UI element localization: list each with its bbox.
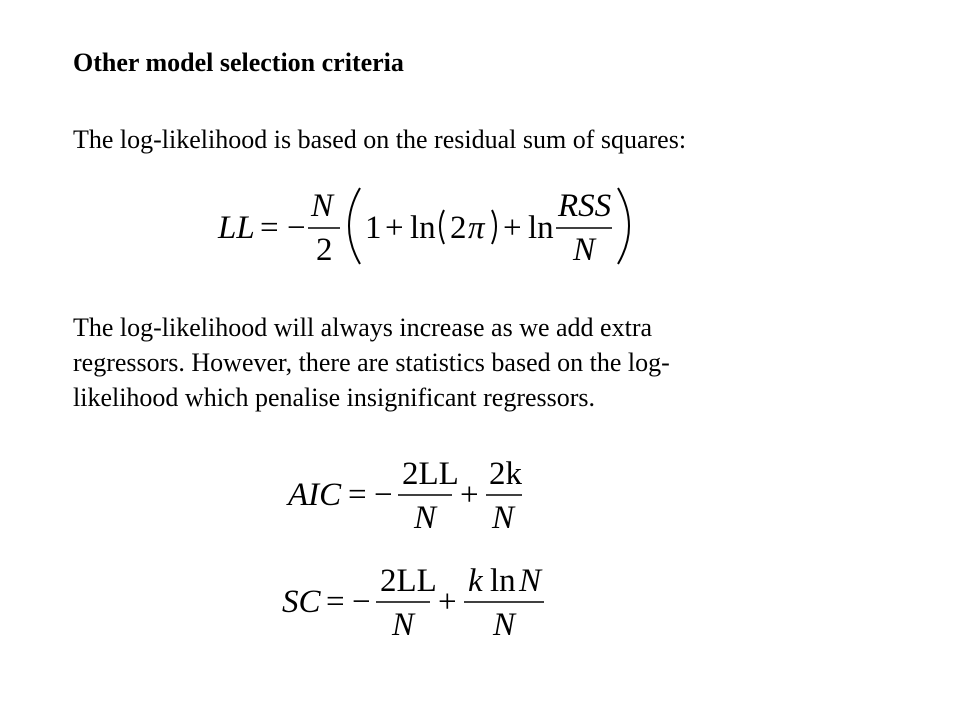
sc-frac2-numerator-n: N <box>519 563 542 599</box>
ll-right-small-paren <box>492 210 496 244</box>
ll-two: 2 <box>450 210 467 246</box>
ll-plus-1: + <box>385 210 404 246</box>
ll-rss-denominator: N <box>573 232 596 268</box>
explanation-text <box>73 310 833 415</box>
explanation-line-1: The log-likelihood will always increase as we add extra <box>73 313 653 342</box>
aic-plus-sign: + <box>460 477 479 513</box>
sc-lhs: SC <box>282 584 321 620</box>
explanation-line-2: regressors. However, there are statistics based on the log- <box>73 348 670 377</box>
sc-minus-sign: − <box>352 584 371 620</box>
log-likelihood-equation <box>210 178 650 274</box>
sc-plus-sign: + <box>438 584 457 620</box>
sc-equals: = <box>326 584 345 620</box>
ll-right-big-paren <box>618 188 629 264</box>
aic-frac2-numerator: 2k <box>489 456 522 492</box>
aic-frac1-numerator: 2LL <box>402 456 459 492</box>
ll-ln-2: ln <box>528 210 554 246</box>
explanation-line-3: likelihood which penalise insignificant regressors. <box>73 383 596 412</box>
sc-equation <box>276 556 556 646</box>
sc-frac1-numerator: 2LL <box>380 563 437 599</box>
sc-frac2-numerator-ln: ln <box>490 563 516 599</box>
ll-plus-2: + <box>503 210 522 246</box>
ll-minus-sign: − <box>287 210 306 246</box>
aic-frac2-denominator: N <box>492 500 515 536</box>
ll-one: 1 <box>365 210 382 246</box>
slide-title: Other model selection criteria <box>73 48 404 77</box>
ll-equals: = <box>260 210 279 246</box>
intro-text: The log-likelihood is based on the residual sum of squares: <box>73 125 687 154</box>
sc-frac2-denominator: N <box>493 607 516 643</box>
ll-left-big-paren <box>349 188 360 264</box>
aic-equals: = <box>348 477 367 513</box>
ll-rss-numerator: RSS <box>558 188 612 224</box>
ll-frac-numerator: N <box>311 188 334 224</box>
sc-frac2-numerator-k: k <box>468 563 483 599</box>
aic-equation <box>282 450 542 540</box>
ll-ln-1: ln <box>410 210 436 246</box>
ll-lhs: LL <box>218 210 255 246</box>
ll-left-small-paren <box>440 210 444 244</box>
ll-frac-denominator: 2 <box>316 232 333 268</box>
aic-frac1-denominator: N <box>414 500 437 536</box>
ll-pi: π <box>468 210 485 246</box>
aic-minus-sign: − <box>374 477 393 513</box>
sc-frac1-denominator: N <box>392 607 415 643</box>
aic-lhs: AIC <box>288 477 342 513</box>
